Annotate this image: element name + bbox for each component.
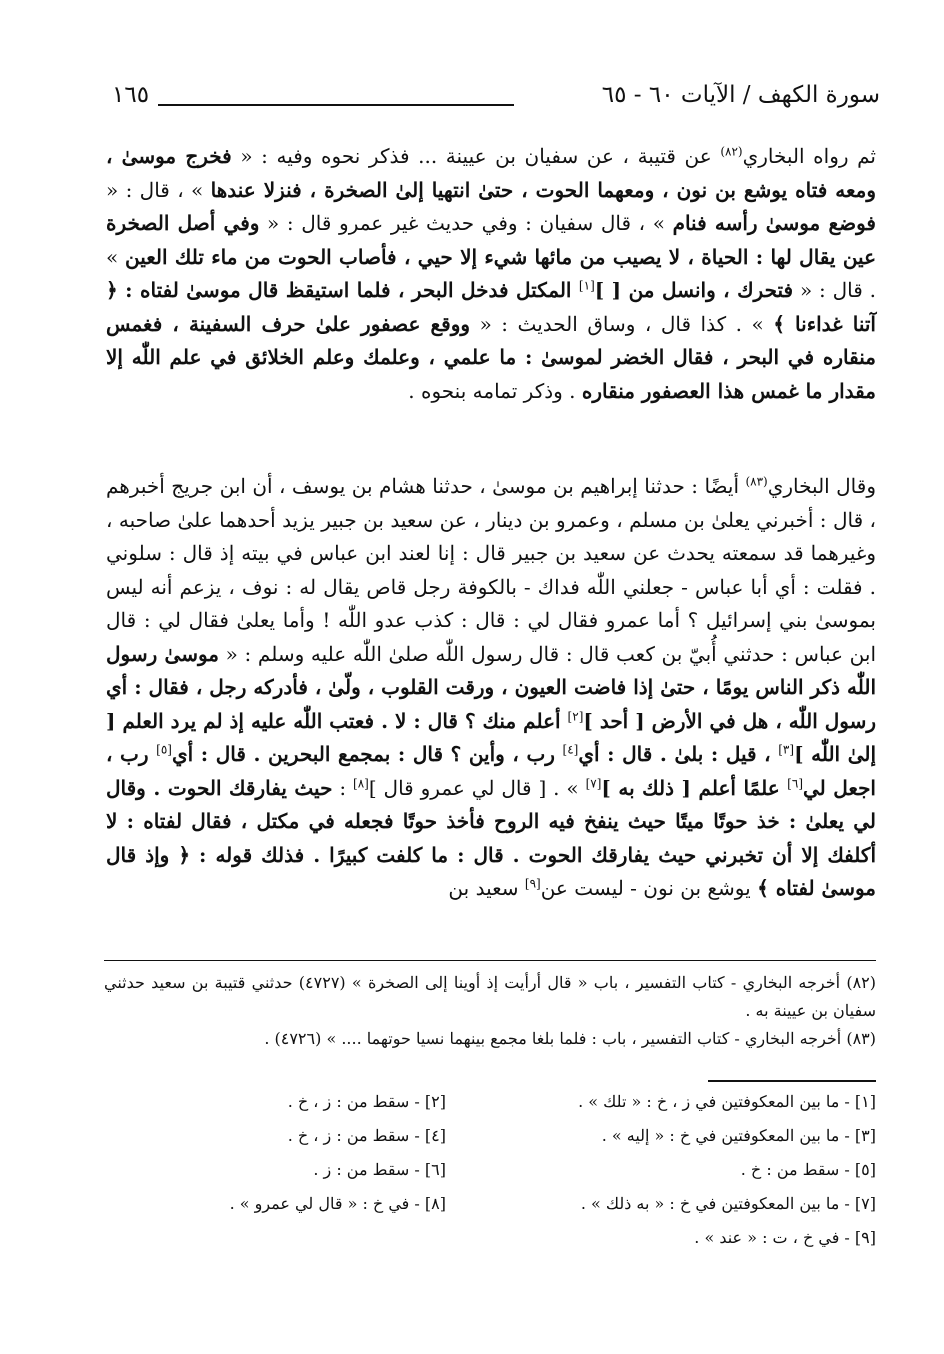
hadith-text: موسىٰ رسول اللّٰه ذكر الناس يومًا ، حتىٰ إذا فاضت العيون ، ورقت القلوب ، ولّىٰ ، فأدركه رجل ، فقال : أي رسول اللّٰه ، هل في الأرض [ أحد ] <box>106 641 877 733</box>
footnote-ref: [٦] <box>787 775 803 790</box>
hadith-text: ، قيل : بلىٰ . قال : أي <box>578 742 779 766</box>
hadith-text: ووقع عصفور علىٰ حرف السفينة ، فغمس منقاره في البحر ، فقال الخضر لموسىٰ : ما علمي ، وعلمك وعلم الخلائق في علم اللّٰه إلا مقدار ما غمس هذا العصفور منقاره <box>106 311 876 403</box>
paragraph-2 <box>106 470 876 906</box>
footnote-ref: [٥] <box>156 742 172 757</box>
footnote-ref: [١] <box>578 278 595 293</box>
note-row <box>100 1126 876 1160</box>
note-item: [٨] - في خ : « قال لي عمرو » . <box>229 1194 446 1213</box>
text-run: يوشع بن نون - ليست عن <box>540 876 758 900</box>
footnote-ref: [٣] <box>778 742 795 757</box>
text-run: أيضًا : حدثنا إبراهيم بن موسىٰ ، حدثنا هشام بن يوسف ، أن ابن جريج أخبرهم ، قال : أخبرني يعلىٰ بن مسلم ، وعمرو بن دينار ، عن سعيد بن جبير يزيد أحدهما علىٰ صاحبه ، وغيرهما قد سمعته يحدث عن سعيد بن جبير قال : إنا لعند ابن عباس في بيته إذ قال : سلوني . فقلت : أي أبا عباس - جعلني اللّٰه فداك - بالكوفة رجل قاص يقال له : نوف ، يزعم أنه ليس بموسىٰ بني إسرائيل ؟ أما عمرو فقال لي : قال : كذب عدو اللّٰه ! وأما يعلىٰ فقال لي : قال ابن عباس : حدثني أُبيّ بن كعب قال : قال رسول اللّٰه صلىٰ اللّٰه عليه وسلم : « <box>106 474 877 666</box>
note-row <box>100 1228 876 1262</box>
text-run: ثم رواه البخاري <box>742 144 876 168</box>
hadith-text: فخرج موسىٰ ، ومعه فتاه يوشع بن نون ، ومعهما الحوت ، حتىٰ انتهيا إلىٰ الصخرة ، فنزلا عندها <box>106 144 877 202</box>
text-run: سعيد بن <box>448 876 525 900</box>
hadith-text: فوضع موسىٰ رأسه فنام <box>672 211 876 235</box>
text-run: » . كذا قال ، وساق الحديث : « <box>470 311 774 336</box>
note-row <box>100 1092 876 1126</box>
text-run: » ، قال سفيان : وفي حديث غير عمرو قال : « <box>259 211 673 235</box>
note-item: [٣] - ما بين المعكوفتين في خ : « إليه » . <box>601 1126 876 1145</box>
text-run: » ، قال : « <box>106 177 211 202</box>
editorial-notes <box>100 1092 876 1262</box>
hadith-text: أعلم منك ؟ قال : لا . فعتب اللّٰه عليه إذ لم يرد العلم [ إلىٰ اللّٰه ] <box>106 708 877 766</box>
note-item: [٧] - ما بين المعكوفتين في خ : « به ذلك » . <box>580 1194 876 1213</box>
footnotes <box>104 960 876 1053</box>
footnote-ref: (٨٣) <box>745 474 768 489</box>
note-row <box>100 1194 876 1228</box>
footnote-83: (٨٣) أخرجه البخاري - كتاب التفسير ، باب : فلما بلغا مجمع بينهما نسيا حوتهما .... » (٤٧٢٦) . <box>264 1029 876 1048</box>
page-header <box>100 82 880 122</box>
note-row <box>100 1160 876 1194</box>
notes-rule <box>708 1080 876 1082</box>
note-item: [٩] - في خ ، ت : « عند » . <box>694 1228 876 1247</box>
footnote-ref: (٨٢) <box>720 144 743 159</box>
hadith-text: وفي أصل الصخرة عين يقال لها : الحياة ، لا يصيب من مائها شيء إلا حيي ، فأصاب الحوت من ماء تلك العين <box>106 211 877 269</box>
text-run: » . [ قال لي عمرو قال ] <box>368 775 586 800</box>
text-run: » . قال : « <box>106 244 876 302</box>
footnote-ref: [٨] <box>353 775 369 790</box>
text-run: وقال البخاري <box>767 474 876 498</box>
note-item: [٥] - سقط من : خ . <box>740 1160 876 1179</box>
footnote-ref: [٩] <box>524 876 541 891</box>
hadith-text: رب ، وأين ؟ قال : بمجمع البحرين . قال : أي <box>171 742 563 766</box>
text-run: : <box>332 775 353 800</box>
header-rule <box>158 104 514 106</box>
text-run: . وذكر تمامه بنحوه . <box>408 378 582 403</box>
hadith-text: المكتل فدخل البحر ، فلما استيقظ قال موسىٰ لفتاه : ﴿ آتنا غداءنا ﴾ <box>106 278 876 336</box>
note-item: [١] - ما بين المعكوفتين في ز ، خ : « تلك » . <box>578 1092 876 1111</box>
hadith-text: فتحرك ، وانسل من [ ] <box>594 278 794 302</box>
hadith-text: رب ، اجعل لي <box>106 742 876 800</box>
footnote-ref: [٧] <box>585 775 602 790</box>
page-number: ١٦٥ <box>112 82 150 108</box>
note-item: [٢] - سقط من : ز ، خ . <box>287 1092 446 1111</box>
hadith-text: علمًا أعلم [ ذلك به ] <box>601 775 788 800</box>
text-run: عن قتيبة ، عن سفيان بن عيينة ... فذكر نحوه وفيه : « <box>231 144 721 168</box>
note-item: [٤] - سقط من : ز ، خ . <box>287 1126 446 1145</box>
footnote-ref: [٢] <box>567 708 584 723</box>
running-title: سورة الكهف / الآيات ٦٠ - ٦٥ <box>601 82 880 108</box>
hadith-text: حيث يفارقك الحوت . وقال لي يعلىٰ : خذ حوتًا ميتًا حيث ينفخ فيه الروح فأخذ حوتًا فجعله في مكتل ، فقال لفتاه : لا أكلفك إلا أن تخبرني حيث يفارقك الحوت . قال : ما كلفت كبيرًا . فذلك قوله : ﴿ وإذ قال موسىٰ لفتاه ﴾ <box>106 775 876 900</box>
paragraph-1 <box>106 140 876 408</box>
footnote-ref: [٤] <box>562 742 579 757</box>
footnote-82: (٨٢) أخرجه البخاري - كتاب التفسير ، باب « قال أرأيت إذ أوينا إلى الصخرة » (٤٧٢٧) حدثني قتيبة بن سعيد حدثني سفيان بن عيينة به . <box>104 973 877 1020</box>
note-item: [٦] - سقط من : ز . <box>313 1160 446 1179</box>
